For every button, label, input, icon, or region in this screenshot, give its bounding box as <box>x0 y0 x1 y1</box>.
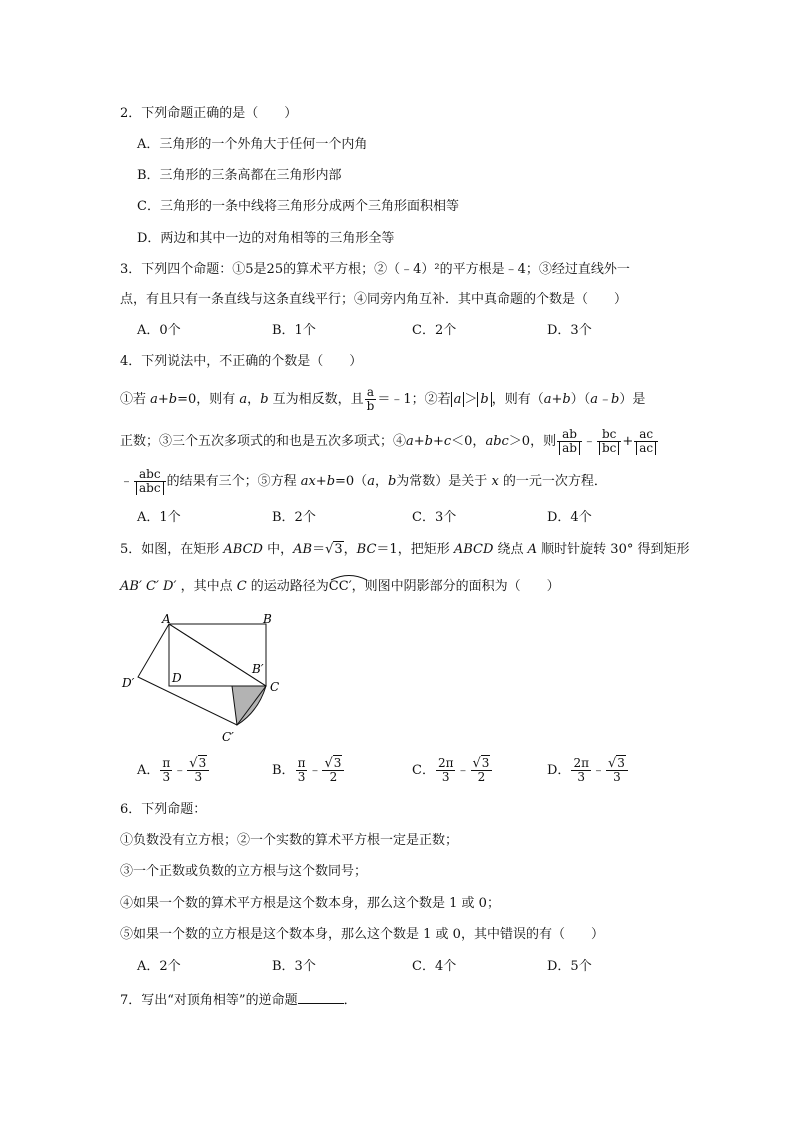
q5-option-c <box>412 757 493 784</box>
fraction-numerator: π <box>162 756 171 770</box>
minus-sign: ﹣ <box>120 474 134 489</box>
q4-fraction-ac <box>634 428 658 455</box>
q4-text: ＜0， <box>451 434 486 449</box>
q5-arc-label: CC′ <box>328 579 352 594</box>
q5-math: C <box>236 579 247 594</box>
sqrt-radicand: 3 <box>333 756 342 770</box>
q5-math: ABCD <box>453 542 494 557</box>
q7-text: 7．写出“对顶角相等”的逆命题 <box>120 993 298 1008</box>
q7-text: ． <box>343 993 357 1008</box>
q6-stem: 6．下列命题： <box>120 802 207 817</box>
q4-fraction-abc <box>134 468 166 495</box>
label-c: C <box>270 680 280 694</box>
q6-statement-1: ①负数没有立方根；②一个实数的算术平方根一定是正数； <box>120 833 459 848</box>
fraction-denominator: 3 <box>162 770 171 784</box>
fraction-numerator: abc <box>134 468 166 482</box>
q4-option-d: D．4个 <box>547 510 592 525</box>
q4-math: a <box>239 392 248 407</box>
minus-sign: ﹣ <box>591 763 605 778</box>
sqrt-radicand: 3 <box>334 542 343 557</box>
fraction-numerator: 2π <box>437 756 454 770</box>
q4-line-3 <box>120 468 607 495</box>
fraction-denominator: 3 <box>297 770 306 784</box>
q4-text: ）（ <box>570 392 591 407</box>
q4-line-2 <box>120 428 659 455</box>
fraction-denominator: 3 <box>613 770 621 784</box>
q5-text: ，其中点 <box>176 579 237 594</box>
arc-notation <box>329 578 352 596</box>
q5-text: 的运动路径为 <box>246 579 329 594</box>
q2-option-a: A．三角形的一个外角大于任何一个内角 <box>137 137 368 152</box>
q5-option-d <box>547 757 629 784</box>
minus-sign: ﹣ <box>173 763 187 778</box>
q3-line-2: 点，有且只有一条直线与这条直线平行；④同旁内角互补．其中真命题的个数是（ ） <box>120 292 628 307</box>
q3-option-b: B．1个 <box>272 323 316 338</box>
q2-option-b: B．三角形的三条高都在三角形内部 <box>137 168 342 183</box>
fraction-denominator: ab <box>559 441 580 455</box>
fraction-denominator: 2 <box>329 770 338 784</box>
q4-text: ＝﹣1；②若 <box>377 392 451 407</box>
q6-option-c: C．4个 <box>412 959 457 974</box>
q4-text: =0，则有 <box>177 392 240 407</box>
sqrt-radicand: 3 <box>617 756 625 770</box>
q4-math: x <box>491 474 499 489</box>
q5-text: ， <box>343 542 357 557</box>
q4-stem: 4．下列说法中，不正确的个数是（ ） <box>120 354 363 369</box>
fraction-denominator: bc <box>599 441 619 455</box>
q4-text: 的结果有三个；⑤方程 <box>166 474 301 489</box>
q3-option-d: D．3个 <box>547 323 592 338</box>
q4-math: ax+b <box>300 474 336 489</box>
q3-line-1: 3．下列四个命题：①5是25的算术平方根；②（﹣4）²的平方根是﹣4；③经过直线外一 <box>120 262 630 277</box>
fraction-denominator: 3 <box>194 770 203 784</box>
q3-option-c: C．2个 <box>412 323 457 338</box>
arc-mark <box>329 573 369 581</box>
diagonal-ac <box>169 624 266 686</box>
q4-fraction-bc <box>597 428 621 455</box>
sqrt-sign: √ <box>325 542 334 557</box>
q4-math: a+b+c <box>406 434 452 449</box>
fraction-denominator: 3 <box>441 770 450 784</box>
q5-rectangle-figure <box>118 610 298 750</box>
fraction-denominator: abc <box>136 481 164 495</box>
sqrt-sign: √ <box>324 756 333 771</box>
q4-text: ＞ <box>464 392 478 407</box>
q4-text: 为常数）是关于 <box>396 474 492 489</box>
q4-fraction-ab <box>557 428 582 455</box>
q4-math: b <box>480 392 489 407</box>
q6-statement-3: ④如果一个数的算术平方根是这个数本身，那么这个数是 1 或 0； <box>120 896 500 911</box>
q4-text: ）是 <box>619 392 646 407</box>
q4-option-c: C．3个 <box>412 510 457 525</box>
sqrt-sign: √ <box>189 756 198 771</box>
q4-math: a <box>367 474 375 489</box>
q5-line-2 <box>120 578 560 596</box>
q5-line-1 <box>120 541 690 559</box>
q5-text: 中， <box>262 542 294 557</box>
q6-option-a: A．2个 <box>137 959 181 974</box>
q6-option-d: D．5个 <box>547 959 592 974</box>
q4-option-a: A．1个 <box>137 510 181 525</box>
q4-fraction-a-over-b <box>365 386 377 413</box>
q6-statement-2: ③一个正数或负数的立方根与这个数同号； <box>120 864 368 879</box>
q4-math: a+b <box>543 392 571 407</box>
sqrt-radicand: 3 <box>481 756 490 770</box>
option-label: C． <box>412 763 435 778</box>
label-b: B <box>263 612 272 626</box>
q3-option-a: A．0个 <box>137 323 181 338</box>
q4-line-1 <box>120 386 645 413</box>
q5-text: 绕点 <box>493 542 528 557</box>
fraction-numerator: 2π <box>573 756 589 770</box>
q6-statement-4: ⑤如果一个数的立方根是这个数本身，那么这个数是 1 或 0，其中错误的有（ ） <box>120 927 604 942</box>
q5-text: ＝ <box>312 542 326 557</box>
label-a: A <box>162 612 171 626</box>
q4-text: ＞0，则 <box>508 434 557 449</box>
q5-math: A <box>527 542 538 557</box>
q4-text: ，则有（ <box>491 392 544 407</box>
label-b-prime: B′ <box>252 662 264 676</box>
fraction-numerator: ab <box>557 428 582 442</box>
minus-sign: ﹣ <box>456 763 470 778</box>
q4-text: 正数；③三个五次多项式的和也是五次多项式；④ <box>120 434 407 449</box>
fraction-numerator: bc <box>597 428 621 442</box>
answer-blank[interactable] <box>298 989 344 1004</box>
shaded-region <box>232 686 266 725</box>
label-c-prime: C′ <box>222 730 234 744</box>
q5-text: 顺时针旋转 30° 得到矩形 <box>537 542 690 557</box>
fraction-numerator: ac <box>634 428 658 442</box>
option-label: A． <box>137 763 160 778</box>
fraction-denominator: ac <box>636 441 656 455</box>
sqrt-sign: √ <box>607 756 617 771</box>
q4-text: =0（ <box>335 474 368 489</box>
q4-math: b <box>387 474 397 489</box>
option-label: D． <box>547 763 571 778</box>
q5-option-b <box>272 757 345 784</box>
sqrt-sign: √ <box>472 756 481 771</box>
q2-option-d: D．两边和其中一边的对角相等的三角形全等 <box>137 231 395 246</box>
q4-text: ， <box>247 392 261 407</box>
q4-text: ①若 <box>120 392 151 407</box>
q4-math: abc <box>485 434 509 449</box>
option-label: B． <box>272 763 295 778</box>
q6-option-b: B．3个 <box>272 959 316 974</box>
q4-text: 互为相反数，且 <box>268 392 364 407</box>
fraction-denominator: 2 <box>477 770 486 784</box>
q5-math: AB′ C′ D′ <box>120 579 177 594</box>
q5-text: 5．如图，在矩形 <box>120 542 224 557</box>
q5-text: ，则图中阴影部分的面积为（ ） <box>351 579 560 594</box>
fraction-denominator: 3 <box>577 770 586 784</box>
q2-option-c: C．三角形的一条中线将三角形分成两个三角形面积相等 <box>137 199 459 214</box>
plus-sign: + <box>622 434 634 449</box>
q5-math: AB <box>293 542 313 557</box>
fraction-numerator: a <box>365 386 377 400</box>
q2-stem: 2．下列命题正确的是（ ） <box>120 106 298 121</box>
q4-option-b: B．2个 <box>272 510 316 525</box>
q5-math: ABCD <box>223 542 263 557</box>
minus-sign: ﹣ <box>308 763 322 778</box>
q5-text: ＝1，把矩形 <box>376 542 454 557</box>
fraction-denominator: b <box>366 399 375 413</box>
q5-option-a <box>137 757 210 784</box>
q4-text: 的一元一次方程． <box>498 474 607 489</box>
label-d: D <box>172 671 182 685</box>
minus-sign: ﹣ <box>582 434 596 449</box>
q4-math: a <box>453 392 462 407</box>
q4-math: a+b <box>150 392 178 407</box>
q7-stem <box>120 989 357 1010</box>
label-d-prime: D′ <box>122 676 135 690</box>
q4-math: b <box>260 392 269 407</box>
sqrt-radicand: 3 <box>198 756 207 770</box>
q4-text: ， <box>374 474 388 489</box>
q4-math: a﹣b <box>590 392 620 407</box>
q5-math: BC <box>356 542 377 557</box>
fraction-numerator: π <box>297 756 306 770</box>
